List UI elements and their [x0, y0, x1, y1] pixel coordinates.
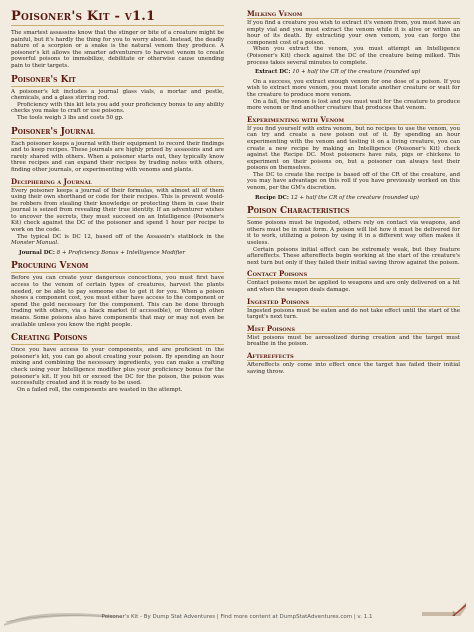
deciphering-paragraph-2 [11, 234, 224, 247]
journal-dc-label: Journal DC: [19, 249, 55, 256]
extract-dc-line [255, 69, 460, 76]
experimenting-paragraph-2: The DC to create the recipe is based off of the CR of the creature, and you may have advantage on this roll if you have previously worked on this venom, per the GM's discretion. [247, 171, 460, 192]
journal-dc-formula: 8 + Proficiency Bonus + Intelligence Modifier [56, 249, 186, 256]
kit-paragraph-3: The tools weigh 3 lbs and costs 50 gp. [17, 114, 124, 121]
aftereffects-paragraph: Aftereffects only come into effect once the target has failed their initial saving throw. [247, 361, 460, 375]
page-title: Poisoner's Kit - v1.1 [11, 10, 224, 26]
milking-paragraph-3: On a success, you extract enough venom for one dose of a poison. If you wish to extract more venom, you must locate another creature or wait for the creature to produce more venom. [247, 78, 460, 98]
contact-paragraph: Contact poisons must be applied to weapons and are only delivered on a hit and when the weapon deals damage. [247, 280, 460, 293]
experimenting-paragraph-1: If you find yourself with extra venom, but no recipes to use the venom, you can try and create a new poison out of it. By spending an hour experimenting with the venom and testing it on a living creature, you can create a new recipe by making an Intelligence (Poisoner's Kit) check against the Recipe DC. Most poisoners have rats, pigs or chickens to experiment on their poisons on, but a poisoner can always test their poisons on themselves. [247, 125, 460, 172]
extract-dc-formula: 10 + half the CR of the creature (rounded up) [292, 69, 421, 76]
journal-heading: Poisoner's Journal [11, 127, 224, 139]
characteristics-heading: Poison Characteristics [247, 206, 460, 218]
kit-paragraph-1: A poisoner's kit includes a journal glass vials, a mortar and pestle, chemicals, and a glass stirring rod. [11, 88, 224, 102]
left-column [11, 10, 224, 393]
kit-heading: Poisoner's Kit [11, 75, 224, 87]
ingested-paragraph: Ingested poisons must be eaten and do not take effect until the start of the target's next turn. [247, 307, 460, 321]
page-footer: Poisoner's Kit - By Dump Stat Adventures | Find more content at DumpStatAdventures.com | v. 1.1 [101, 614, 373, 620]
procuring-heading: Procuring Venom [11, 261, 224, 273]
deciphering-paragraph-1: Every poisoner keeps a journal of their formulas, with almost all of them using their own shorthand or code for their recipes. This is prevent would-be robbers from stealing their knowledge or protecting them in case their journal is seized from revealing their true identity. If an adventurer wishes to uncover the secrets, they must succeed on an Intelligence (Poisoner's Kit) check against the DC of the poisoner and spend 1 hour per recipe to work on the code. [11, 187, 224, 234]
characteristics-paragraph-1: Some poisons must be ingested, others rely on contact via weapons, and others must be in mist form. A poison will list how it must be delivered for it to work, utilizing a poison by using it in a different way often makes it useless. [247, 220, 460, 247]
mist-heading: Mist Poisons [247, 325, 460, 334]
characteristics-paragraph-2: Certain poisons initial effect can be extremely weak, but they feature aftereffects. These aftereffects begin working at the start of the creature's next turn but only if they failed their initial saving throw against the poison. [247, 246, 460, 266]
procuring-paragraph-1: Before you can create your dangerous concoctions, you must first have access to the venom of certain types of creatures, harvest the plants needed, or be able to pay someone else to get it for you. When a poison shows a component cost, you must either have access to the component or spend the gold necessary for the component. This can be done through trading with others, via a black market (if accessible), or through other means. Some poisons also have components that may or may not even be available unless you know the right people. [11, 275, 224, 328]
right-column [247, 10, 460, 375]
milking-paragraph-2: When you extract the venom, you must attempt an Intelligence (Poisoner's Kit) check against the DC of the creature being milked. This process takes several minutes to complete. [247, 46, 460, 66]
milking-heading: Milking Venom [247, 10, 460, 19]
ingested-heading: Ingested Poisons [247, 298, 460, 307]
milking-paragraph-4: On a fail, the venom is lost and you must wait for the creature to produce more venom or find another creature that produces that venom. [247, 98, 460, 112]
creating-paragraph-1: Once you have access to your components, and are proficient in the poisoner's kit, you can go about creating your poison. By spending an hour mixing and combining the necessary ingredients, you can make a crafting check using your Intelligence modifier plus your proficiency bonus for the poisoner's kit. If you hit or exceed the DC for the poison, the poison was successfully created and it is ready to be used. [11, 347, 224, 387]
extract-dc-label: Extract DC: [255, 69, 291, 76]
journal-dc-line [19, 250, 224, 257]
deciphering-p2-text: The typical DC is DC 12, based off of the Assassin's statblock in the [17, 233, 224, 240]
aftereffects-heading: Aftereffects [247, 352, 460, 361]
kit-paragraph-2: Proficiency with this kit lets you add your proficiency bonus to any ability checks you make to craft or use poisons. [11, 101, 224, 115]
footer-quill-decoration [4, 596, 124, 626]
milking-paragraph-1: If you find a creature you wish to extract it's venom from, you must have an empty vial and you must extract the venom while it is alive or within an hour of its death. By extracting your own venom, you can forgo the component cost of a poison. [247, 20, 460, 46]
deciphering-heading: Deciphering a Journal [11, 178, 224, 187]
mist-paragraph: Mist poisons must be aerosolized during creation and the target must breathe in the poison. [247, 334, 460, 348]
recipe-dc-formula: 12 + half the CR of the creature (rounded up) [290, 194, 419, 201]
experimenting-heading: Experimenting with Venom [247, 116, 460, 125]
intro-paragraph: The smartest assassins know that the stinger or bite of a creature might be painful, but it's hardly the thing for you to worry about. Instead, the deadly nature of a scorpion or a snake is the natural venom they produce. A poisoner's kit allows the smarter adventurers to harvest venom to create powerful poisons to immobilize, debilitate or otherwise cause unending pain to their targets. [11, 30, 224, 69]
recipe-dc-line [255, 195, 460, 202]
creating-heading: Creating Poisons [11, 333, 224, 345]
monster-manual-ref: Monster Manual. [11, 240, 59, 247]
creating-paragraph-2: On a failed roll, the components are wasted in the attempt. [17, 386, 183, 393]
contact-heading: Contact Poisons [247, 270, 460, 279]
recipe-dc-label: Recipe DC: [255, 194, 289, 201]
journal-paragraph-1: Each poisoner keeps a journal with their equipment to record their findings and to keep recipes. These journals are highly prized by assassins and are rarely shared with others. When a poisoner starts out, they typically know three recipes and can expand their recipes by trading notes with others, finding other journals, or experimenting with venoms and plants. [11, 140, 224, 173]
page-number: 1 [452, 611, 456, 618]
